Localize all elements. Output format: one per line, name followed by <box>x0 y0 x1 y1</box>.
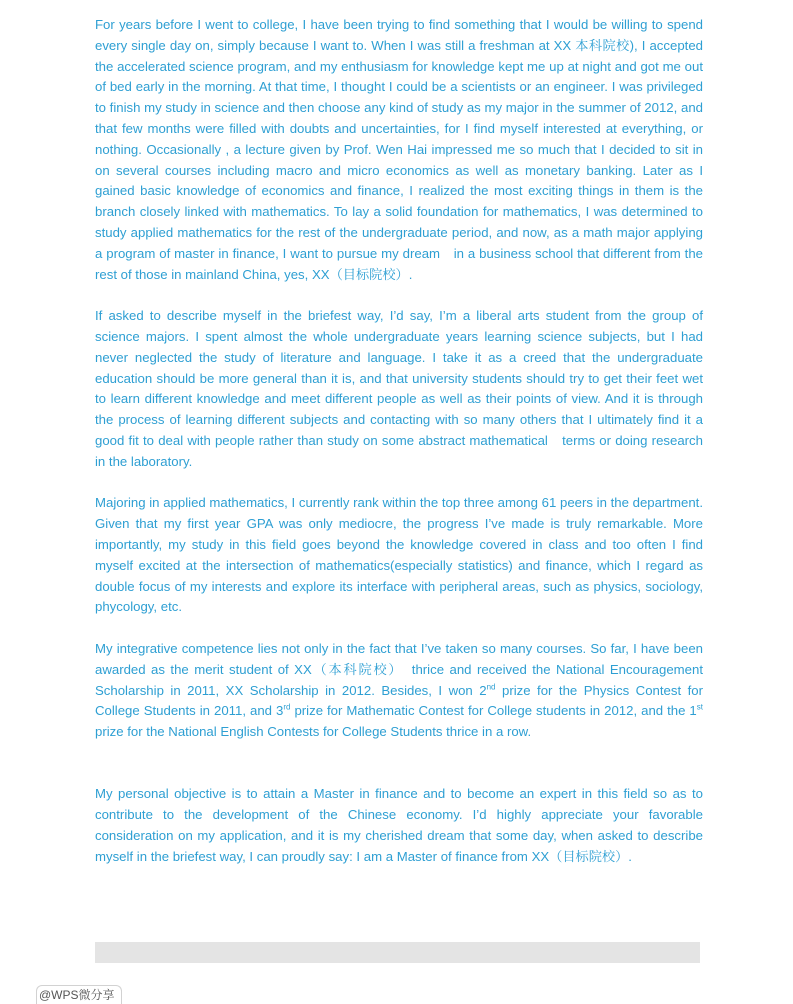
paragraph-spacer <box>95 743 703 785</box>
paragraph-self-description: If asked to describe myself in the briefest way, I’d say, I’m a liberal arts student from the group of science majors. I spent almost the whole undergraduate years learning science subjects, but I had never neglected the study of literature and language. I take it as a creed that the undergraduate education should be more general than it is, and that university students should try to get their feet wet to learn different knowledge and meet different people as well as their points of view. And it is through the process of learning different subjects and contacting with so many others that I ultimately find it a good fit to deal with people rather than study on some abstract mathematical terms or doing research in the laboratory. <box>95 308 703 469</box>
footer-bar <box>95 942 700 963</box>
ordinal-superscript: st <box>696 702 703 712</box>
ordinal-superscript: nd <box>486 682 496 692</box>
paragraph-academic-record: Majoring in applied mathematics, I currently rank within the top three among 61 peers in the department. Given that my first year GPA was only mediocre, the progress I’ve made is truly remarkable. More importantly, my study in this field goes beyond the knowledge covered in class and too often I find myself excited at the intersection of mathematics(especially statistics) and finance, which I regard as double focus of my interests and explore its interface with peripheral areas, such as physics, sociology, phycology, etc. <box>95 495 703 615</box>
paragraph-spacer <box>95 618 703 639</box>
paragraph-awards <box>95 639 703 743</box>
awards-text-3: prize for Mathematic Contest for College students in 2012, and the 1 <box>290 703 697 719</box>
awards-text-4: prize for the National English Contests for College Students thrice in a row. <box>95 724 532 740</box>
paragraph-objective: My personal objective is to attain a Master in finance and to become an expert in this field so as to contribute to the development of the Chinese economy. I’d highly appreciate your favorable consideration on my application, and it is my cherished dream that some day, when asked to describe myself in the briefest way, I can proudly say: I am a Master of finance from XX（目标院校）. <box>95 786 703 864</box>
document-body <box>95 15 703 868</box>
awards-text-1: My integrative competence lies not only in the fact that I’ve taken so many courses. So far, I have been awarded as the merit student of XX（本科院校） thrice and received the National Encouragement Scholarship in 2011, XX Scholarship in 2012. Besides, I won 2 <box>95 640 703 698</box>
paragraph-spacer <box>95 285 703 306</box>
wps-watermark: @WPS微分享 <box>36 985 122 1004</box>
awards-text-2: prize for the Physics Contest for College Students in 2011, and 3 <box>95 682 703 719</box>
paragraph-spacer <box>95 473 703 494</box>
ordinal-superscript: rd <box>283 702 291 712</box>
paragraph-motivation: For years before I went to college, I have been trying to find something that I would be willing to spend every single day on, simply because I want to. When I was still a freshman at XX 本科院校), I accepted the accelerated science program, and my enthusiasm for knowledge kept me up at night and got me out of bed early in the morning. At that time, I thought I could be a scientists or an engineer. I was privileged to finish my study in science and then choose any kind of study as my major in the summer of 2012, and that few months were filled with doubts and uncertainties, for I find myself interested at everything, or nothing. Occasionally , a lecture given by Prof. Wen Hai impressed me so much that I decided to sit in on several courses including macro and micro economics as well as monetary banking. Later as I gained basic knowledge of economics and finance, I realized the most exciting things in them is the branch closely linked with mathematics. To lay a solid foundation for mathematics, I was determined to study applied mathematics for the rest of the undergraduate period, and now, as a math major applying a program of master in finance, I want to pursue my dream in a business school that different from the rest of those in mainland China, yes, XX（目标院校）. <box>95 17 703 282</box>
